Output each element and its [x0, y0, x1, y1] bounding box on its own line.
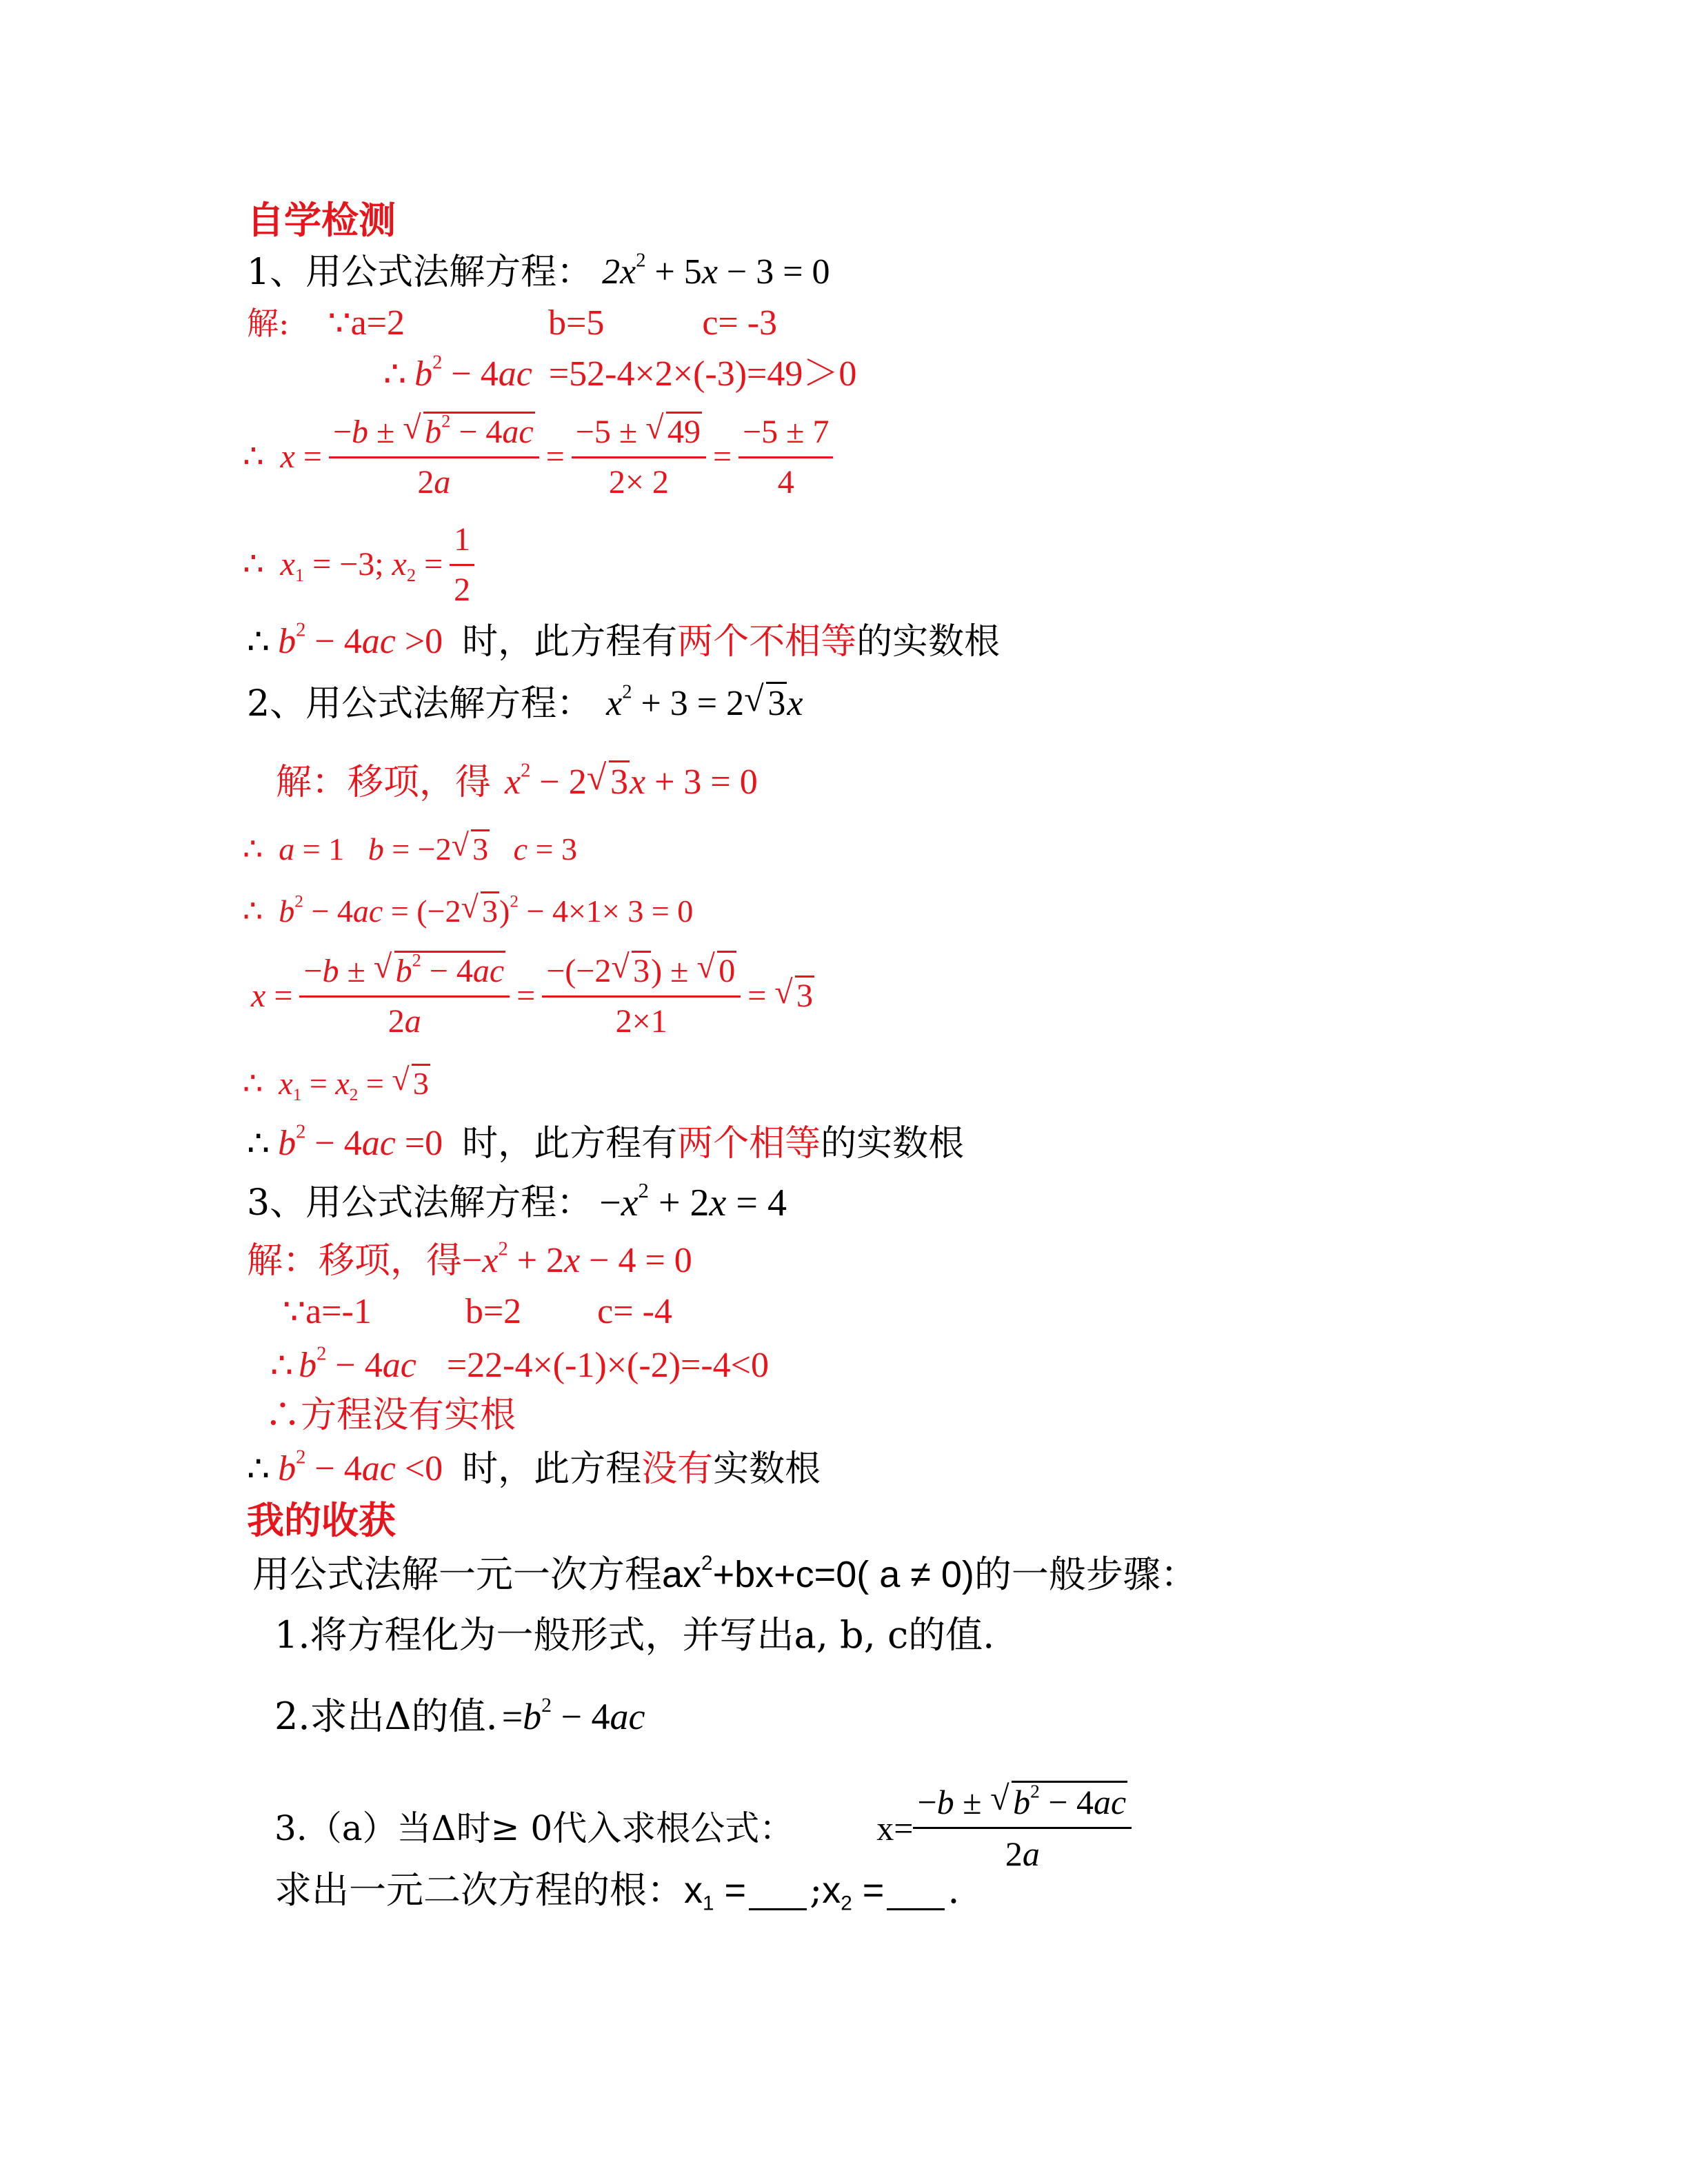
- conclusion-expression: $b^2 - 4ac =0$: [278, 1121, 443, 1163]
- heading-text: 自学检测: [247, 199, 396, 242]
- therefore-symbol: ∴: [247, 621, 270, 663]
- no-root-text: ∴方程没有实根: [265, 1395, 516, 1436]
- step-1-text: 1.将方程化为一般形式，并写出a, b, c的值.: [274, 1613, 995, 1657]
- coef-b: b=5: [548, 303, 605, 343]
- problem-1-equation: $2x^2 + 5x - 3 = 0$: [602, 250, 830, 292]
- period: .: [947, 1868, 960, 1912]
- intro-tail: 的一般步骤：: [974, 1553, 1198, 1596]
- conclusion-text: 时，此方程: [462, 1448, 642, 1490]
- problem-1-formula: ∴ x = −b ± √ $b^2 - 4ac$ 2a = −5 ± √ 49 2× 2 = $\frac{-5 \pm 7}{4}$: [243, 412, 840, 502]
- discriminant-expression: $b^2 - 4ac$: [414, 352, 532, 394]
- formula-lhs: ∴ x =: [243, 437, 322, 476]
- problem-3-prompt: 3、用公式法解方程：: [247, 1182, 593, 1224]
- conclusion-text: 时，此方程有: [462, 1123, 678, 1164]
- problem-1-discriminant: [383, 353, 856, 396]
- conclusion-expression: $b^2 - 4ac <0$: [278, 1446, 443, 1488]
- section-heading-gains: [247, 1499, 396, 1544]
- formula-step3: $\frac{-5 \pm 7}{4}$: [738, 412, 833, 502]
- formula-fraction: −b ± √ $b^2 - 4ac$ 2a: [329, 412, 539, 502]
- move-term-text: 解：移项，得: [247, 1240, 463, 1282]
- moved-equation: $-x^2 + 2x - 4 = 0$: [462, 1238, 692, 1280]
- problem-2-statement: [247, 679, 803, 725]
- coef-c: c= -3: [702, 303, 778, 343]
- coef-a: a=-1: [305, 1292, 372, 1331]
- problem-2-coefficients: ∴ a = 1 b = −2 √ 3 c = 3: [243, 827, 578, 867]
- intro-equation: $ax^2+bx+c=0$( a ≠ 0): [662, 1551, 974, 1595]
- step-2-text: 2.求出: [274, 1695, 385, 1738]
- problem-3-equation: $-x^2 + 2x = 4$: [599, 1178, 787, 1224]
- coef-b: b=2: [465, 1292, 522, 1331]
- moved-equation: $x^2 - 2$ √ 3x + 3 = 0: [505, 758, 758, 802]
- step-3-instruction: 代入求根公式：: [552, 1808, 794, 1848]
- root-fraction: $\frac{1}{2}$: [450, 520, 474, 609]
- problem-2-conclusion: [247, 1122, 964, 1165]
- blank-x2[interactable]: [887, 1871, 945, 1910]
- coef-a: a=2: [350, 303, 405, 343]
- therefore-symbol: ∴: [247, 1448, 270, 1490]
- problem-1-statement: [247, 251, 830, 294]
- conclusion-highlight: 两个不相等: [677, 621, 857, 663]
- conclusion-text: 时，此方程有: [462, 621, 678, 663]
- problem-3-coefficients: [283, 1291, 672, 1333]
- root-x1: $x_1$ =: [684, 1870, 747, 1915]
- discriminant-value: =22-4×(-1)×(-2)=-4<0: [446, 1346, 769, 1385]
- section-heading-self-check: [247, 199, 396, 243]
- step-4-text: 求出一元二次方程的根：: [274, 1868, 684, 1912]
- intro-text: 用公式法解一元一次方程: [252, 1553, 662, 1596]
- problem-2-prompt: 2、用公式法解方程：: [247, 683, 593, 725]
- blank-x1[interactable]: [749, 1871, 807, 1910]
- step-2: [274, 1695, 645, 1739]
- step-3-condition: Δ时≥ 0: [431, 1808, 553, 1848]
- problem-2-discriminant: ∴ $b^2 - 4ac = (-2$ √ 3)$^2$ − 4×1× 3 = 0: [243, 889, 694, 929]
- problem-3-no-root: [265, 1394, 516, 1437]
- problem-2-equation: $x^2 + 3 = 2$ √ 3x: [606, 679, 803, 723]
- formula-fraction: −b ± √ $b^2 - 4ac$ 2a: [299, 951, 510, 1041]
- step-4: [274, 1868, 960, 1913]
- step-1: [274, 1613, 994, 1658]
- discriminant-value: =52-4×2×(-3)=49＞0: [548, 354, 857, 394]
- problem-2-move: [276, 758, 758, 804]
- solution-label: 解:: [247, 304, 290, 342]
- root-x2: $x_2$ =: [822, 1870, 885, 1915]
- problem-1-roots: ∴ $x_1 = -3$; $x_2$ = $\frac{1}{2}$: [243, 520, 481, 609]
- therefore-symbol: ∴: [247, 1123, 270, 1164]
- problem-1-conclusion: [247, 620, 1000, 663]
- step-3-text: 3.（a）当: [274, 1808, 432, 1848]
- steps-intro: [252, 1553, 1198, 1597]
- therefore-symbol: ∴: [270, 1345, 294, 1386]
- step-3: [274, 1781, 1138, 1874]
- problem-2-formula: x = −b ± √ $b^2 - 4ac$ 2a = −(−2 √ 3) ± √ 0 2×1 = √ 3: [251, 951, 814, 1041]
- problem-3-discriminant: [270, 1344, 769, 1387]
- problem-1-prompt: 1、用公式法解方程：: [247, 252, 593, 293]
- conclusion-highlight: 没有: [641, 1448, 714, 1490]
- because-symbol: ∵: [328, 303, 351, 344]
- conclusion-tail: 的实数根: [821, 1123, 965, 1164]
- root-formula-lhs: x=: [876, 1808, 914, 1848]
- problem-3-move: [247, 1240, 692, 1282]
- problem-3-statement: [247, 1180, 787, 1226]
- conclusion-expression: $b^2 - 4ac >0$: [278, 619, 443, 661]
- step-2-expression: $=b^2 - 4ac$: [501, 1694, 645, 1737]
- conclusion-tail: 的实数根: [856, 621, 1001, 663]
- because-symbol: ∵: [283, 1291, 306, 1333]
- therefore-symbol: ∴: [383, 354, 407, 395]
- separator: ;: [810, 1868, 823, 1912]
- move-term-text: 解：移项，得: [276, 762, 492, 803]
- heading-text: 我的收获: [247, 1499, 396, 1542]
- problem-1-coefficients: [247, 302, 777, 345]
- formula-step2: −5 ± √ 49 2× 2: [572, 412, 706, 502]
- formula-step2: −(−2 √ 3) ± √ 0 2×1: [542, 951, 741, 1041]
- root-formula-fraction: −b ± √ $b^2 - 4ac$ 2a: [913, 1781, 1132, 1874]
- coef-c: c= -4: [597, 1292, 672, 1331]
- conclusion-tail: 实数根: [713, 1448, 821, 1490]
- discriminant-expression: $b^2 - 4ac$: [299, 1343, 416, 1385]
- problem-3-conclusion: [247, 1448, 821, 1490]
- conclusion-highlight: 两个相等: [677, 1123, 821, 1164]
- problem-2-roots: ∴ $x_1 = x_2$ = √ 3: [243, 1062, 429, 1104]
- step-2-delta: Δ的值.: [384, 1695, 498, 1738]
